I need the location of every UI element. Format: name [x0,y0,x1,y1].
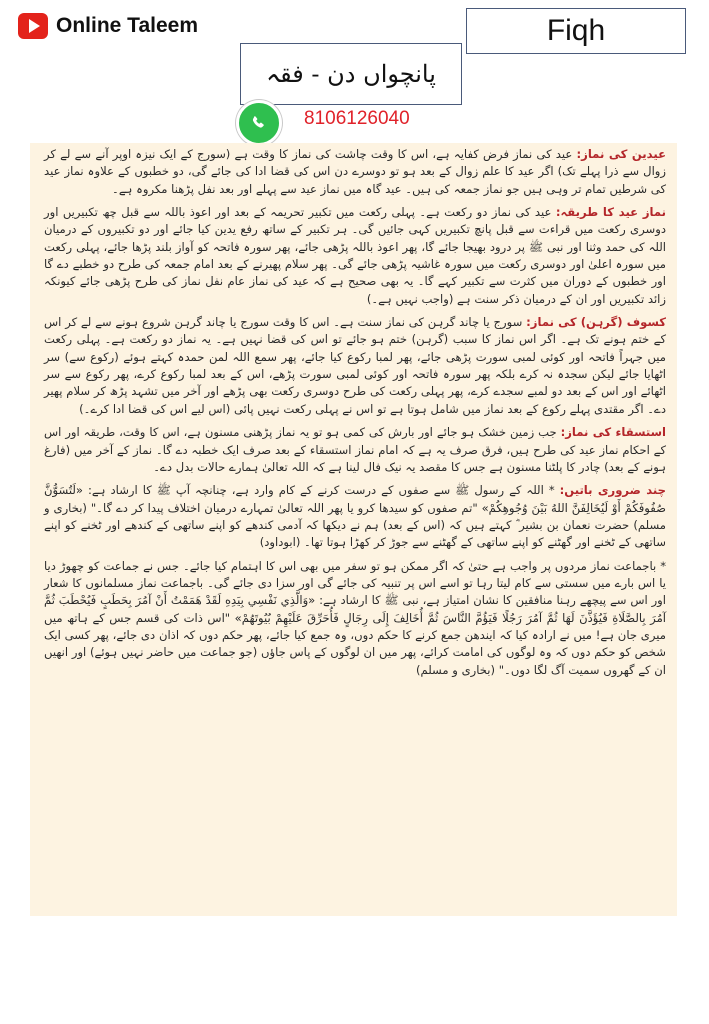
lesson-title: پانچواں دن - فقہ [240,43,462,105]
subject-label: Fiqh [466,8,686,54]
paragraph-text: عید کی نماز دو رکعت ہے۔ پہلی رکعت میں تکبیر تحریمہ کے بعد اور اعوذ باللہ سے قبل چھ تکبیریں اور دوسری رکعت میں قراءت سے قبل پانچ تکبیریں کہی جائیں گی۔ ہر تکبیر کے ساتھ رفع یدین کیا جائے اور دو تکبیروں کے درمیان اللہ کی حمد وثنا اور نبی ﷺ پر درود بھیجا جائے گا، پھر اعوذ باللہ پڑھی جائے، پھر سورہ فاتحہ کو آواز بلند پڑھا جائے، پہلی رکعت میں سورہ اعلیٰ اور دوسری رکعت میں سورہ غاشیہ پڑھی جائے گی۔ پھر سلام پھیرنے کے بعد امام جمعہ کی طرح دو خطبے دے گا اور خطبوں کے دوران میں کثرت سے تکبیر کہے گا۔ یہ بھی صحیح ہے کہ عید کی نماز عام نفل نماز کی طرح پڑھی جائے کیونکہ زائد تکبیریں اور ان کے درمیان ذکر سنت ہے (واجب نہیں ہے۔) [44,205,666,306]
paragraph-heading: عیدین کی نماز: [576,147,666,161]
phone-handset-icon [247,111,271,135]
paragraph-text: عید کی نماز فرض کفایہ ہے، اس کا وقت چاشت کی نماز کا وقت ہے (سورج کے ایک نیزہ اوپر آنے سے لے کر زوال سے ذرا پہلے تک) اگر عید کا علم زوال کے بعد ہو تو دوسرے دن اس کی قضا ادا کی جائے گی، دو خطبوں کے علاوہ نماز عید کی شرطیں تمام تر وہی ہیں جو نماز جمعہ کی ہیں۔ عید گاہ میں نماز عید سے پہلے اور بعد نفل پڑھنا مکروہ ہے۔ [44,147,666,196]
paragraph-heading: استسقاء کی نماز: [560,425,666,440]
paragraph-congregation [44,558,666,679]
paragraph-text: جب زمین خشک ہو جائے اور بارش کی کمی ہو تو یہ نماز پڑھنی مسنون ہے، اس کا وقت، طریقہ اور اس کے احکام نماز عید کی طرح ہیں، فرق صرف یہ ہے کہ امام نماز استسقاء کے بعد صرف ایک خطبہ دے گا۔ نماز کے آخر میں (فارغ ہونے کے بعد) چادر کا پلٹنا مسنون ہے جس کا مقصد یہ نیک فال لینا ہے کہ اللہ تعالیٰ ہمارے حالات بدل دے۔ [44,425,666,474]
paragraph-rain-prayer [44,424,666,476]
paragraph-heading: نماز عید کا طریقہ: [555,205,667,220]
brand[interactable] [18,10,198,42]
brand-name: Online Taleem [56,14,198,37]
paragraph-text: * اللہ کے رسول ﷺ سے صفوں کے درست کرنے کے کام وارد ہے، چنانچہ آپ ﷺ کا ارشاد ہے: «لَتُسَوُّنَّ صُفُوفَكُمْ أَوْ لَيُخَالِفَنَّ اللهُ بَيْنَ وُجُوهِكُمْ» "تم صفوں کو سیدھا کرو یا پھر اللہ تعالیٰ تمہارے درمیان اختلاف پیدا کر دے گا۔" (بخاری و مسلم) حضرت نعمان بن بشیر ؓ کہتے ہیں کہ (اس کے بعد) ہم نے دیکھا کہ آدمی کندھے کو اپنے ساتھی کے کندھے اور ٹخنے کو اپنے ساتھی کے ٹخنے اور گھٹنے کو اپنے ساتھی کے گھٹنے سے جوڑ کر کھڑا ہوتا تھا۔ (ابوداود) [44,483,666,550]
paragraph-text: سورج یا چاند گرہن کی نماز سنت ہے۔ اس کا وقت سورج یا چاند گرہن شروع ہونے سے لے کر اس کے ختم ہونے تک ہے۔ اگر اس نماز کا سبب (گرہن) ختم ہو جائے تو اس کی قضا نہیں ہے۔ یہ نماز دو رکعت ہے۔ پہلی رکعت میں جہراً فاتحہ اور کوئی لمبی سورت پڑھی جائے، پھر لمبا رکوع کیا جائے، پھر سمع اللہ لمن حمدہ کہتے ہوئے (رکوع سے) سر اٹھایا جائے لیکن سجدہ نہ کرے بلکہ پھر سورہ فاتحہ اور کوئی لمبی سورت پڑھے، اس کے بعد لمبا رکوع کرے، پھر رکوع سے سر اٹھائے اور اس کے بعد دو لمبے سجدے کرے، پھر پہلی رکعت کی طرح دوسری رکعت بھی پڑھے اور آخر میں تشہد پڑھ کر سلام پھیر دے۔ اگر مقتدی پہلے رکوع کے بعد نماز میں شامل ہوتا ہے تو اس نے پہلی رکعت نہیں پائی (اس لیے اس کی قضا ادا کرے۔) [44,315,666,416]
paragraph-eclipse-prayer [44,314,666,418]
page-content [44,146,666,685]
paragraph-eid-prayer [44,146,666,198]
youtube-play-icon [18,13,48,39]
paragraph-heading: کسوف (گرہن) کی نماز: [526,315,666,330]
paragraph-text: * باجماعت نماز مردوں پر واجب ہے حتیٰ کہ اگر ممکن ہو تو سفر میں بھی اس کا اہتمام کیا جائے۔ جس نے جماعت کو چھوڑ دیا یا اس بارے میں سستی سے کام لیتا رہا تو اسے اس پر تنبیہ کی جائے گی اور سزا دی جائے گی۔ باجماعت نماز مسلمانوں کا شعار اور اس سے پیچھے رہنا منافقین کا نشان امتیاز ہے، نبی ﷺ کا ارشاد ہے: «وَالَّذِي نَفْسِي بِيَدِهِ لَقَدْ هَمَمْتُ أَنْ آمُرَ بِحَطَبٍ فَيُحْطَبَ ثُمَّ آمُرَ بِالصَّلَاةِ فَيُؤَذَّنَ لَهَا ثُمَّ آمُرَ رَجُلًا فَيَؤُمَّ النَّاسَ ثُمَّ أُخَالِفَ إِلَى رِجَالٍ فَأُحَرِّقَ عَلَيْهِمْ بُيُوتَهُمْ» "اس ذات کی قسم جس کے ہاتھ میں میری جان ہے! میں نے ارادہ کیا کہ ایندھن جمع کرنے کا حکم دوں، وہ جمع کیا جائے، پھر حکم دوں کہ اذان دی جائے، پھر کسی ایک شخص کو حکم دوں کہ وہ لوگوں کی امامت کرائے، پھر میں ان لوگوں کے پاس جاؤں (جو جماعت میں حاضر نہیں ہوئے) اور انھیں ان کے گھروں سمیت آگ لگا دوں۔" (بخاری و مسلم) [44,558,666,677]
whatsapp-icon[interactable] [236,100,282,146]
paragraph-heading: چند ضروری باتیں: [559,483,666,498]
paragraph-important-notes [44,482,666,551]
paragraph-eid-method [44,204,666,308]
phone-number[interactable]: 8106126040 [304,108,410,129]
